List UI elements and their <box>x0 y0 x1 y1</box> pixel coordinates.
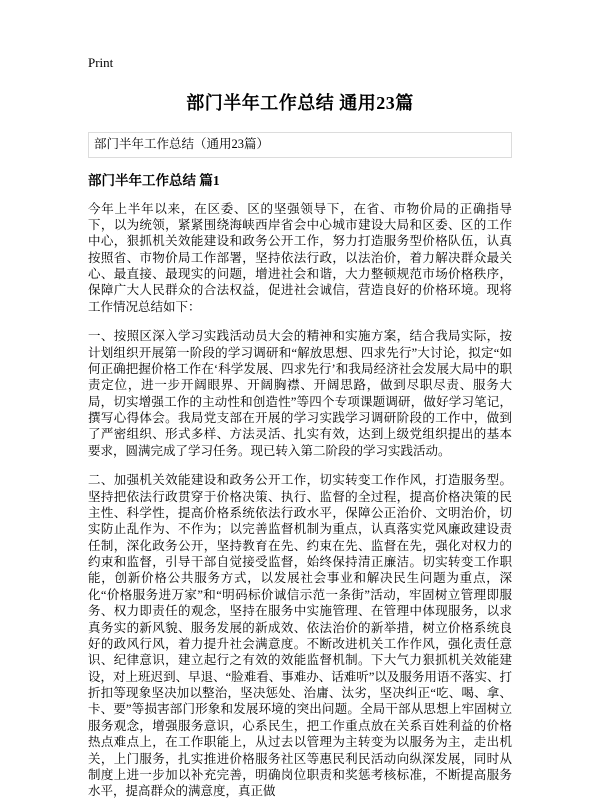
paragraph-section-2: 二、加强机关效能建设和政务公开工作，切实转变工作作风，打造服务型。坚持把依法行政贯穿于价格决策、执行、监督的全过程，提高价格决策的民主性、科学性，提高价格系统依法行政水平，保障公正治价、文明治价，切实防止乱作为、不作为；以完善监督机制为重点，认真落实党风廉政建设责任制，深化政务公开，坚持教育在先、约束在先、监督在先，强化对权力的约束和监督，引导干部自觉接受监督，始终保持清正廉洁。切实转变工作职能，创新价格公共服务方式，以发展社会事业和解决民生问题为重点，深化“价格服务进万家”和“明码标价诚信示范一条街”活动，牢固树立管理即服务、权力即责任的观念，坚持在服务中实施管理、在管理中体现服务，以求真务实的新风貌、服务发展的新成效、依法治价的新举措，树立价格系统良好的政风行风，着力提升社会满意度。不断改进机关工作作风，强化责任意识、纪律意识，建立起行之有效的效能监督机制。下大气力狠抓机关效能建设，对上班迟到、早退、“脸难看、事难办、话难听”以及服务用语不落实、打折扣等现象坚决加以整治，坚决惩处、治庸、汰劣，坚决纠正“吃、喝、拿、卡、要”等损害部门形象和发展环境的突出问题。全局干部从思想上牢固树立服务观念，增强服务意识，心系民生，把工作重点放在关系百姓利益的价格热点难点上，在工作职能上，从过去以管理为主转变为以服务为主，走出机关，上门服务，扎实推进价格服务社区等惠民利民活动向纵深发展，同时从制度上进一步加以补充完善，明确岗位职责和奖惩考核标准，不断提高服务水平，提高群众的满意度，真正做 <box>88 473 512 799</box>
paragraph-section-1: 一、按照区深入学习实践活动员大会的精神和实施方案，结合我局实际，按计划组织开展第一阶段的学习调研和“解放思想、四求先行”大讨论，拟定“如何正确把握价格工作在‘科学发展、四求先行’和我局经济社会发展大局中的职责定位，进一步开阔眼界、开阔胸襟、开阔思路，做到尽职尽责、服务大局，切实增强工作的主动性和创造性”等四个专项课题调研，做好学习笔记，撰写心得体会。我局党支部在开展的学习实践学习调研阶段的工作中，做到了严密组织、形式多样、方法灵活、扎实有效，达到上级党组织提出的基本要求，圆满完成了学习任务。现已转入第二阶段的学习实践活动。 <box>88 329 512 458</box>
paragraph-intro: 今年上半年以来，在区委、区的坚强领导下，在省、市物价局的正确指导下，以为统领，紧紧围绕海峡西岸省会中心城市建设大局和区委、区的工作中心，狠抓机关效能建设和政务公开工作，努力打造服务型价格队伍，认真按照省、市物价局工作部署，坚持依法行政，以法治价，着力解决群众最关心、最直接、最现实的问题，增进社会和谐，大力整顿规范市场价格秩序，保障广大人民群众的合法权益，促进社会诚信，营造良好的价格环境。现将工作情况总结如下： <box>88 201 512 314</box>
section-heading: 部门半年工作总结 篇1 <box>88 172 220 188</box>
document-subtitle: 部门半年工作总结（通用23篇） <box>88 132 512 158</box>
print-button[interactable]: Print <box>88 55 114 70</box>
document-title: 部门半年工作总结 通用23篇 <box>186 93 414 113</box>
